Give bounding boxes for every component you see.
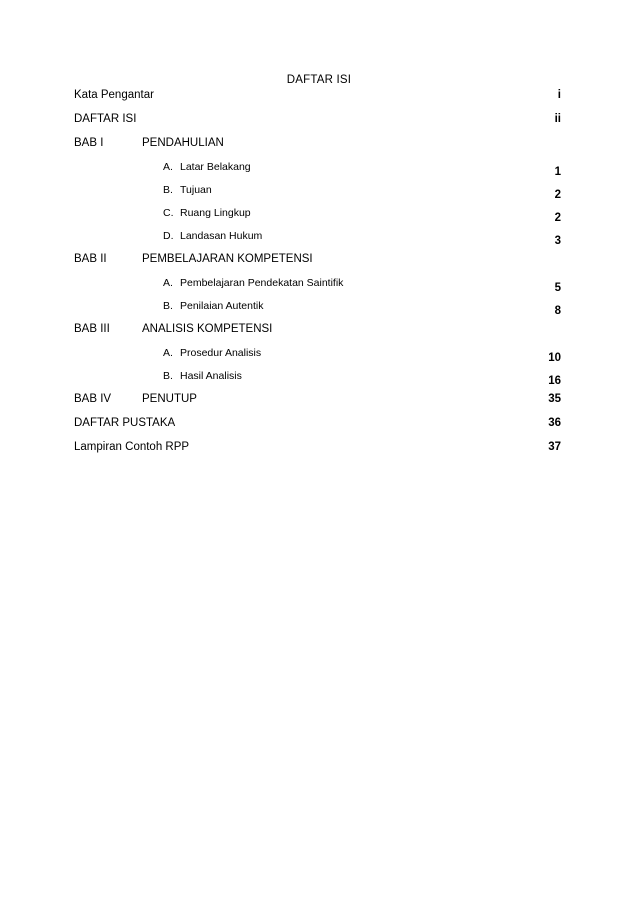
toc-row[interactable]	[74, 207, 561, 230]
toc-chapter-number: BAB IV	[74, 393, 112, 405]
toc-row[interactable]	[74, 230, 561, 253]
toc-subsection-letter: B.	[163, 370, 173, 382]
toc-row[interactable]	[74, 277, 561, 300]
toc-subsection-title: Landasan Hukum	[180, 230, 263, 242]
toc-subsection-letter: A.	[163, 277, 173, 289]
toc-chapter-title: PEMBELAJARAN KOMPETENSI	[142, 253, 313, 265]
toc-page-number: 35	[548, 393, 561, 405]
toc-page-number: 36	[548, 417, 561, 429]
toc-page-number: 10	[548, 352, 561, 364]
toc-row[interactable]	[74, 370, 561, 393]
toc-page-number: 2	[554, 189, 561, 201]
toc-row[interactable]	[74, 113, 561, 137]
toc-chapter-number: BAB III	[74, 323, 110, 335]
toc-entry-title: DAFTAR PUSTAKA	[74, 417, 176, 429]
toc-row[interactable]	[74, 184, 561, 207]
toc-row[interactable]	[74, 300, 561, 323]
toc-page-number: 8	[554, 305, 561, 317]
toc-row[interactable]	[74, 253, 561, 277]
toc-row[interactable]	[74, 441, 561, 465]
toc-entry-title: DAFTAR ISI	[74, 113, 137, 125]
toc-page-number: 2	[554, 212, 561, 224]
toc-subsection-title: Pembelajaran Pendekatan Saintifik	[180, 277, 344, 289]
page-title: DAFTAR ISI	[286, 74, 352, 86]
toc-subsection-letter: B.	[163, 300, 173, 312]
toc-subsection-title: Prosedur Analisis	[180, 347, 262, 359]
toc-subsection-title: Ruang Lingkup	[180, 207, 251, 219]
toc-row[interactable]	[74, 393, 561, 417]
toc-page-number: 5	[554, 282, 561, 294]
toc-row[interactable]	[74, 137, 561, 161]
toc-subsection-letter: B.	[163, 184, 173, 196]
toc-subsection-letter: C.	[163, 207, 174, 219]
toc-page-number: ii	[554, 113, 561, 125]
toc-row[interactable]	[74, 323, 561, 347]
toc-page-number: 1	[554, 166, 561, 178]
toc-row[interactable]	[74, 417, 561, 441]
toc-chapter-title: ANALISIS KOMPETENSI	[142, 323, 273, 335]
toc-chapter-title: PENDAHULIAN	[142, 137, 224, 149]
toc-page-number: 3	[554, 235, 561, 247]
toc-subsection-letter: A.	[163, 347, 173, 359]
toc-row[interactable]	[74, 89, 561, 113]
toc-subsection-letter: D.	[163, 230, 174, 242]
toc-page-number: 16	[548, 375, 561, 387]
toc-entry-title: Kata Pengantar	[74, 89, 154, 101]
toc-subsection-title: Penilaian Autentik	[180, 300, 264, 312]
toc-row[interactable]	[74, 161, 561, 184]
toc-chapter-title: PENUTUP	[142, 393, 197, 405]
toc-chapter-number: BAB II	[74, 253, 107, 265]
toc-subsection-letter: A.	[163, 161, 173, 173]
table-of-contents	[74, 89, 561, 465]
toc-entry-title: Lampiran Contoh RPP	[74, 441, 190, 453]
toc-subsection-title: Tujuan	[180, 184, 212, 196]
toc-page-number: i	[557, 89, 561, 101]
toc-row[interactable]	[74, 347, 561, 370]
toc-subsection-title: Latar Belakang	[180, 161, 251, 173]
toc-chapter-number: BAB I	[74, 137, 104, 149]
toc-page-number: 37	[548, 441, 561, 453]
toc-subsection-title: Hasil Analisis	[180, 370, 242, 382]
